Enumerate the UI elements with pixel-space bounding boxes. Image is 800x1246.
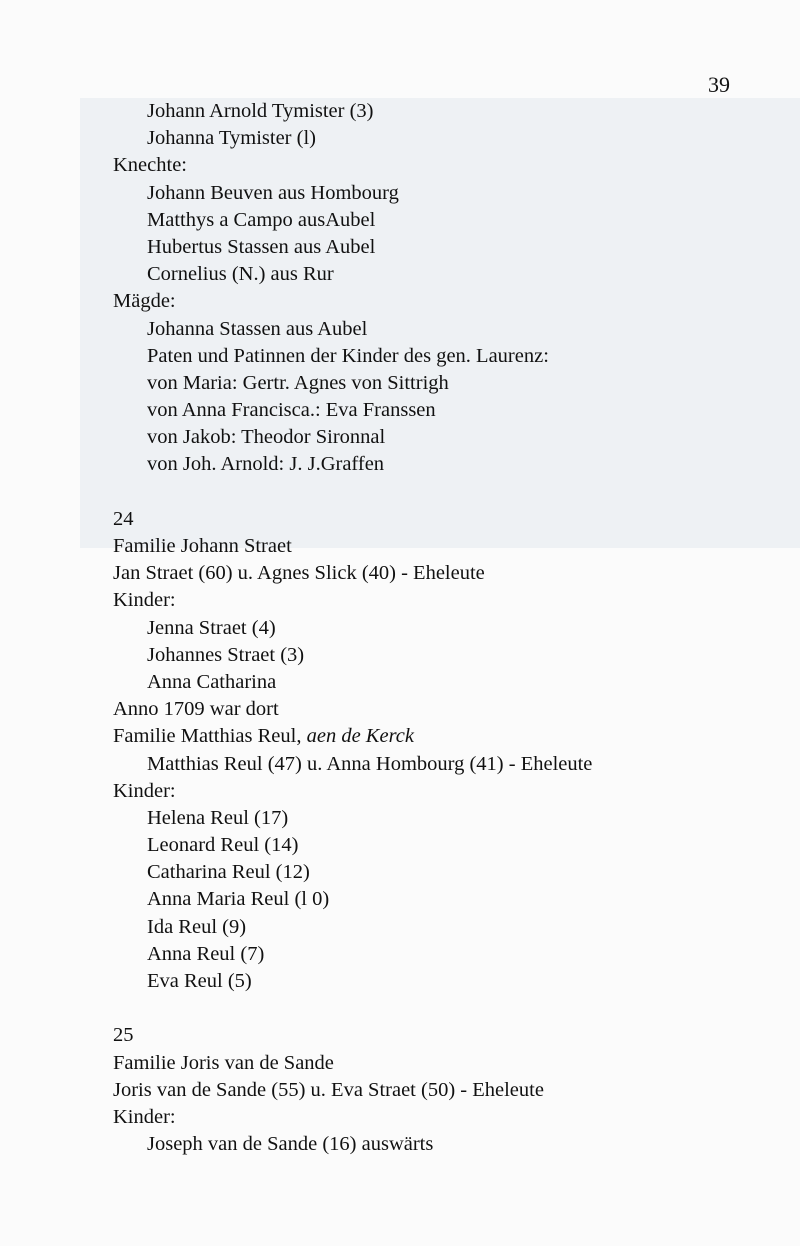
line-text: Cornelius (N.) aus Rur: [147, 263, 334, 286]
text-line: [113, 370, 753, 397]
line-text: Joris van de Sande (55) u. Eva Straet (50) - Eheleute: [113, 1078, 544, 1101]
text-line: [113, 941, 753, 968]
line-text: Johann Beuven aus Hombourg: [147, 181, 399, 204]
text-line: [113, 261, 753, 288]
line-italic-text: aen de Kerck: [306, 725, 414, 748]
text-line: [113, 506, 753, 533]
text-line: [113, 288, 753, 315]
text-line: [113, 696, 753, 723]
text-line: [113, 1050, 753, 1077]
text-line: [113, 1022, 753, 1049]
line-text: Matthias Reul (47) u. Anna Hombourg (41) - Eheleute: [147, 752, 593, 775]
text-line: [113, 859, 753, 886]
line-text: Kinder:: [113, 1105, 176, 1128]
line-text: Anno 1709 war dort: [113, 698, 279, 721]
line-text: von Joh. Arnold: J. J.Graffen: [147, 453, 385, 476]
text-line: [113, 1104, 753, 1131]
page-text: [113, 98, 753, 1158]
line-text: Johannes Straet (3): [147, 643, 305, 666]
text-line: [113, 424, 753, 451]
blank-line: [113, 479, 753, 506]
page-number: 39: [708, 72, 730, 97]
text-line: [113, 968, 753, 995]
text-line: [113, 751, 753, 778]
line-text: Hubertus Stassen aus Aubel: [147, 235, 376, 258]
text-line: [113, 669, 753, 696]
text-line: [113, 98, 753, 125]
line-text: Matthys a Campo ausAubel: [147, 208, 376, 231]
text-line: [113, 560, 753, 587]
line-text: Catharina Reul (12): [147, 861, 310, 884]
text-line: [113, 152, 753, 179]
line-text: von Jakob: Theodor Sironnal: [147, 426, 386, 449]
line-text: Jan Straet (60) u. Agnes Slick (40) - Eheleute: [113, 562, 485, 585]
line-text: Jenna Straet (4): [147, 616, 276, 639]
text-line: [113, 397, 753, 424]
text-line: [113, 778, 753, 805]
text-line: [113, 587, 753, 614]
text-line: [113, 805, 753, 832]
line-text: Familie Joris van de Sande: [113, 1051, 334, 1074]
text-line: [113, 914, 753, 941]
line-text: Familie Matthias Reul,: [113, 725, 307, 748]
line-text: Johanna Stassen aus Aubel: [147, 317, 368, 340]
line-text: Ida Reul (9): [147, 915, 247, 938]
line-text: Kinder:: [113, 589, 176, 612]
text-line: [113, 343, 753, 370]
line-text: Johann Arnold Tymister (3): [147, 100, 374, 122]
text-line: [113, 723, 753, 750]
text-line: [113, 1077, 753, 1104]
line-text: von Anna Francisca.: Eva Franssen: [147, 399, 436, 422]
line-text: Anna Maria Reul (l 0): [147, 888, 330, 911]
text-line: [113, 832, 753, 859]
text-line: [113, 451, 753, 478]
text-line: [113, 234, 753, 261]
line-text: Joseph van de Sande (16) auswärts: [147, 1133, 434, 1156]
blank-line: [113, 995, 753, 1022]
line-text: Anna Catharina: [147, 670, 277, 693]
line-text: Johanna Tymister (l): [147, 127, 316, 150]
line-text: Familie Johann Straet: [113, 535, 292, 557]
line-text: Knechte:: [113, 154, 187, 177]
text-line: [113, 180, 753, 207]
text-line: [113, 207, 753, 234]
line-text: von Maria: Gertr. Agnes von Sittrigh: [147, 371, 449, 394]
text-line: [113, 125, 753, 152]
line-text: Anna Reul (7): [147, 942, 265, 965]
text-line: [113, 533, 753, 560]
line-text: Leonard Reul (14): [147, 834, 299, 857]
text-line: [113, 615, 753, 642]
line-text: Kinder:: [113, 779, 176, 802]
line-text: 24: [113, 507, 134, 530]
text-line: [113, 1131, 753, 1158]
line-text: Eva Reul (5): [147, 970, 252, 992]
line-text: Paten und Patinnen der Kinder des gen. Laurenz:: [147, 344, 549, 367]
line-text: Mägde:: [113, 290, 176, 313]
text-line: [113, 886, 753, 913]
text-line: [113, 316, 753, 343]
line-text: 25: [113, 1024, 134, 1047]
text-line: [113, 642, 753, 669]
line-text: Helena Reul (17): [147, 806, 289, 829]
